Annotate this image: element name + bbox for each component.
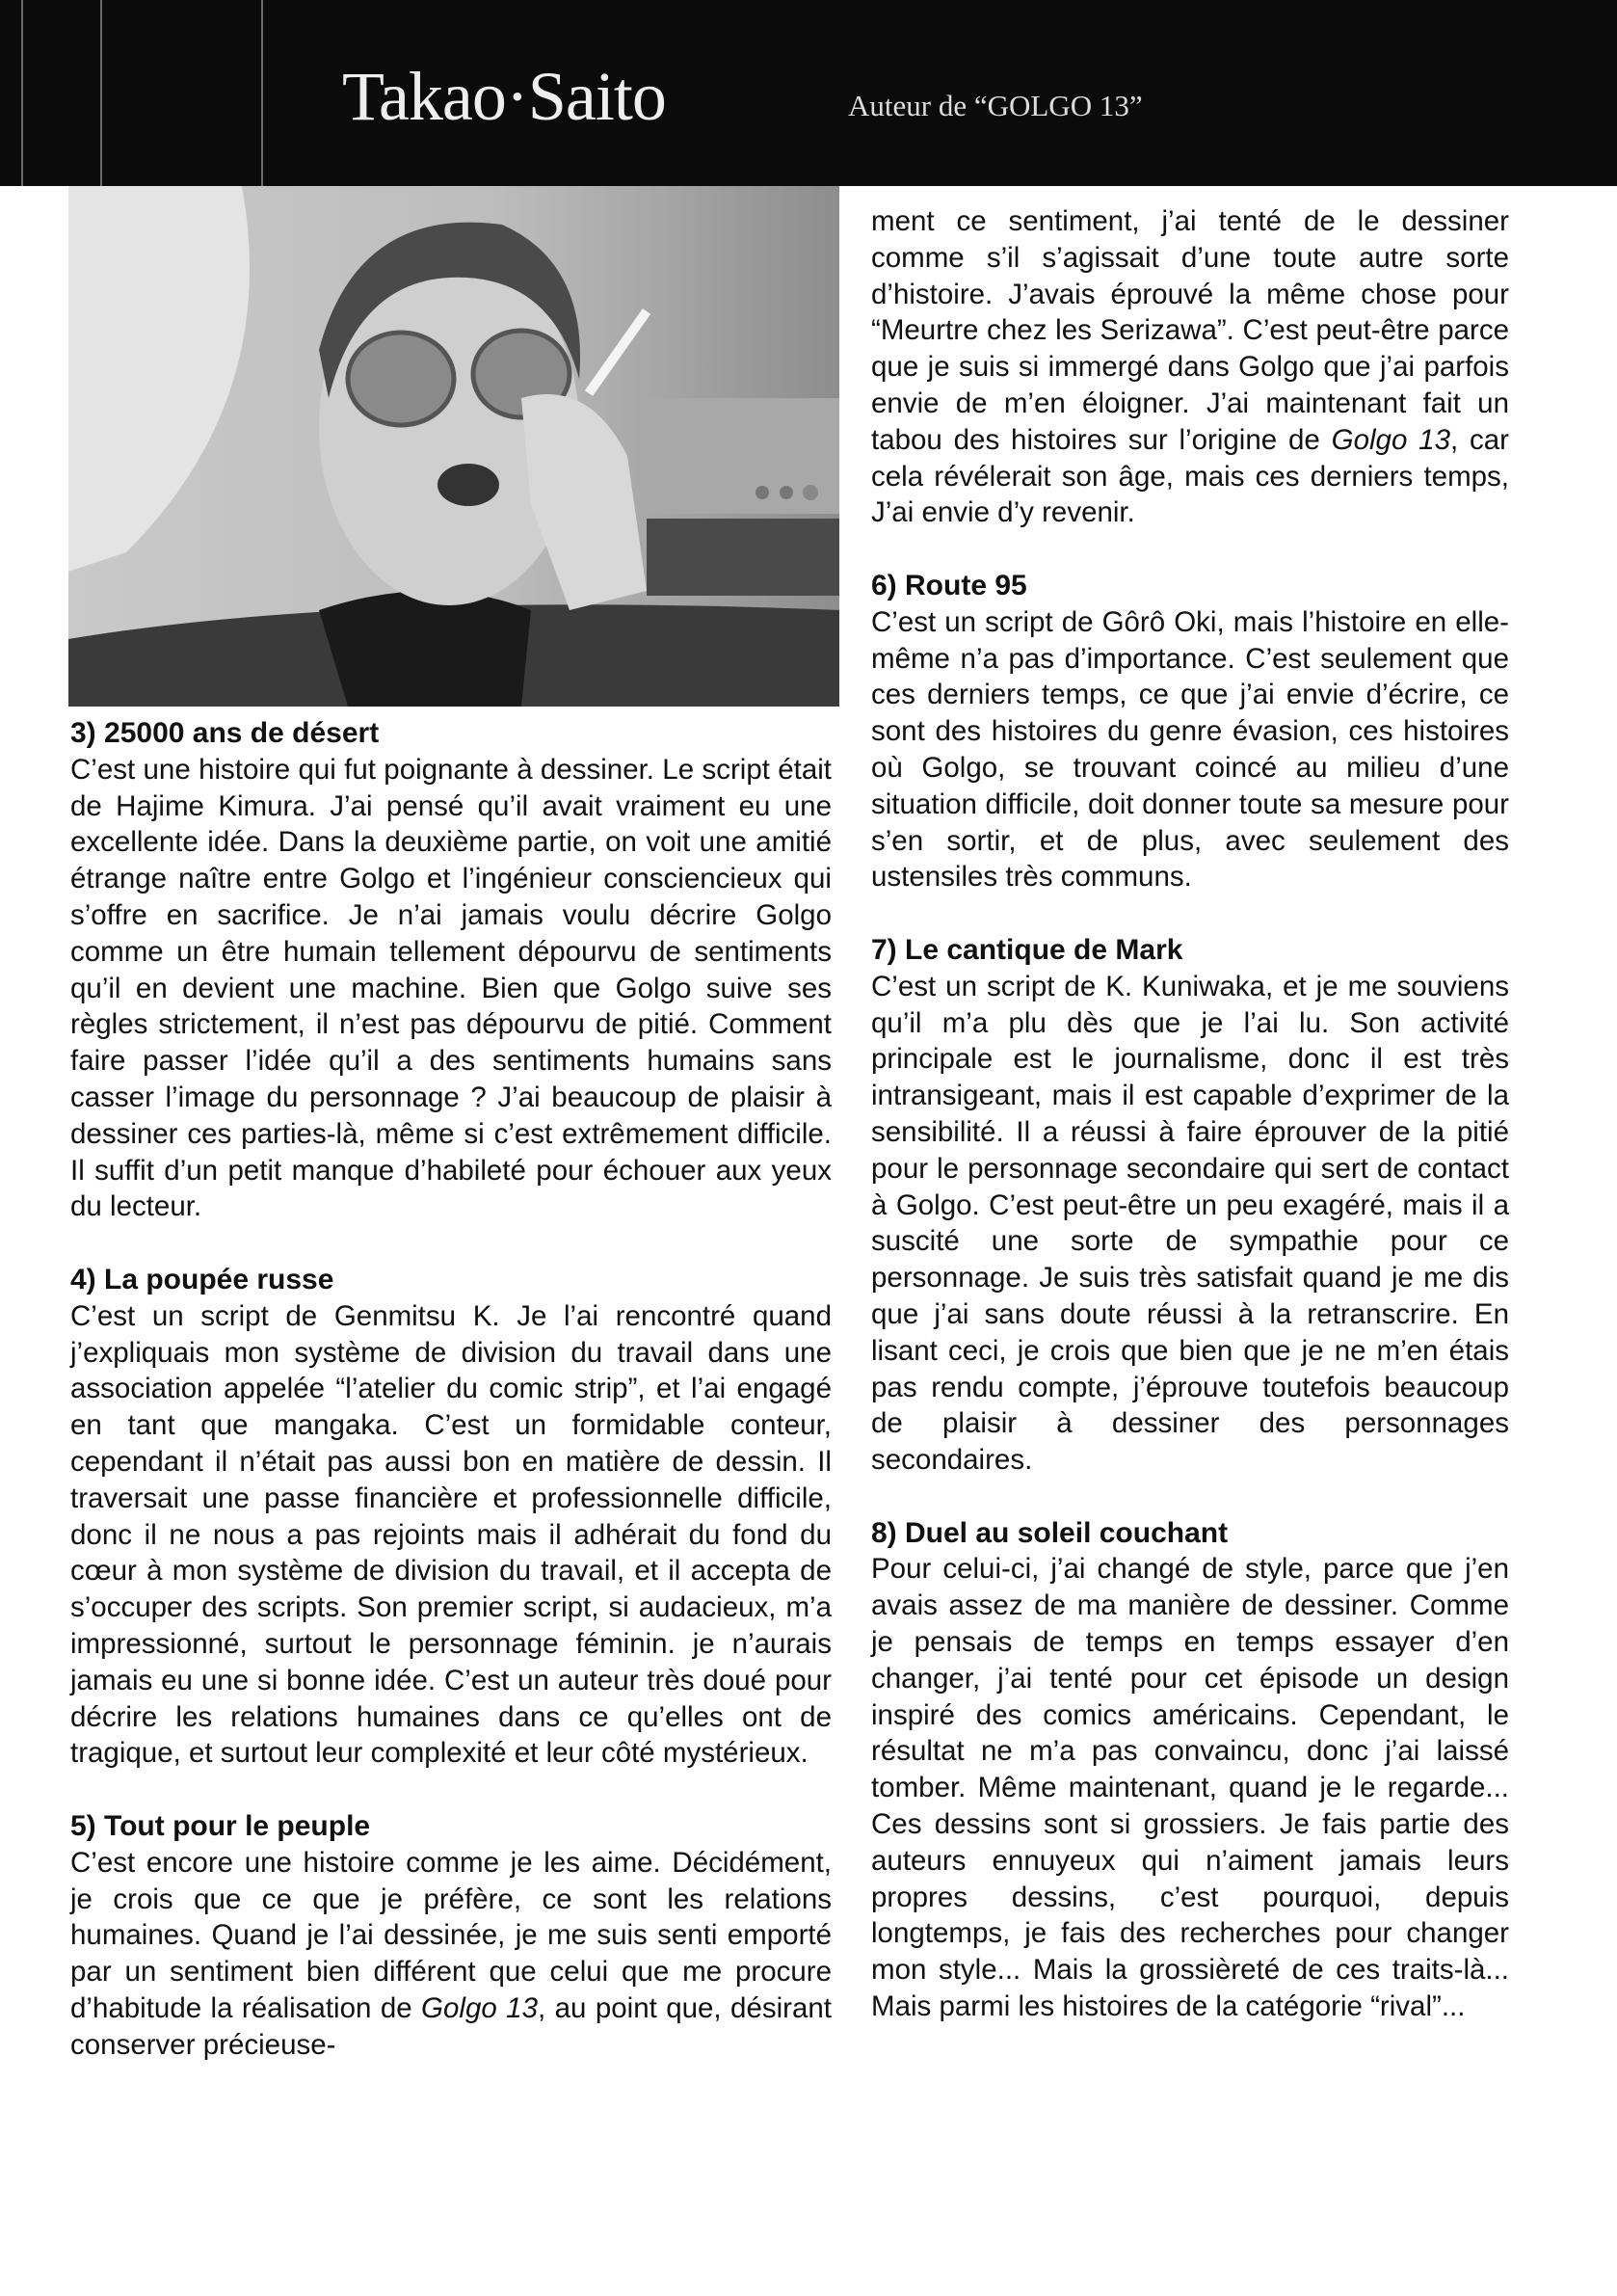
header-divider	[100, 0, 102, 186]
right-column	[871, 203, 1509, 2025]
page-subtitle: Auteur de “GOLGO 13”	[848, 89, 1143, 122]
section-heading: 8) Duel au soleil couchant	[871, 1516, 1229, 1549]
portrait-image	[68, 186, 839, 707]
section-heading: 6) Route 95	[871, 569, 1027, 601]
section-body: C’est encore une histoire comme je les aime. Décidément, je crois que ce que je préfère, ce sont les relations humaines. Quand je l’ai dessinée, je me suis senti emporté par un sentiment bien différent que celui que me procure d’habitude la réalisation de Golgo 13, au point que, désirant conserver précieuse-	[70, 1846, 832, 2061]
section-body: C’est un script de Genmitsu K. Je l’ai rencontré quand j’expliquais mon système de division du travail dans une association appelée “l’atelier du comic strip”, et l’ai engagé en tant que mangaka. C’est un formidable conteur, cependant il n’était pas aussi bon en matière de dessin. Il traversait une passe financière et professionnelle difficile, donc il ne nous a pas rejoints mais il adhérait du fond du cœur à mon système de division du travail, et il accepta de s’occuper des scripts. Son premier script, si audacieux, m’a impressionné, surtout le personnage féminin. je n’aurais jamais eu une si bonne idée. C’est un auteur très doué pour décrire les relations humaines dans ce qu’elles ont de tragique, et surtout leur complexité et leur côté mystérieux.	[70, 1299, 832, 1770]
section-body: Pour celui-ci, j’ai changé de style, parce que j’en avais assez de ma manière de dessiner. Comme je pensais de temps en temps essayer d’en changer, j’ai tenté pour cet épisode un design inspiré des comics américains. Cependant, le résultat ne m’a pas convaincu, donc j’ai laissé tomber. Même maintenant, quand je le regarde... Ces dessins sont si grossiers. Je fais partie des auteurs ennuyeux qui n’aiment jamais leurs propres dessins, c’est pourquoi, depuis longtemps, je fais des recherches pour changer mon style... Mais la grossièreté de ces traits-là... Mais parmi les histoires de la catégorie “rival”...	[871, 1553, 1509, 2023]
left-column	[70, 715, 832, 2063]
section-heading: 5) Tout pour le peuple	[70, 1809, 371, 1842]
section-heading: 7) Le cantique de Mark	[871, 933, 1183, 966]
section-heading: 3) 25000 ans de désert	[70, 717, 380, 749]
italic-title: Golgo 13	[1331, 423, 1450, 456]
author-photo	[68, 186, 839, 707]
section-heading: 4) La poupée russe	[70, 1263, 334, 1295]
section-body-continued: ment ce sentiment, j’ai tenté de le dessiner comme s’il s’agissait d’une toute autre sorte d’histoire. J’avais éprouvé la même chose pour “Meurtre chez les Serizawa”. C’est peut-être parce que je suis si immergé dans Golgo que j’ai parfois envie de m’en éloigner. J’ai maintenant fait un tabou des histoires sur l’origine de Golgo 13, car cela révélerait son âge, mais ces derniers temps, J’ai envie d’y revenir.	[871, 205, 1509, 529]
page-header	[0, 0, 1617, 186]
header-divider	[21, 0, 23, 186]
page-title: Takao·Saito	[342, 58, 666, 135]
header-divider	[261, 0, 263, 186]
section-body: C’est un script de K. Kuniwaka, et je me souviens qu’il m’a plu dès que je l’ai lu. Son activité principale est le journalisme, donc il est très intransigeant, mais il est capable d’exprimer de la sensibilité. Il a réussi à faire éprouver de la pitié pour le personnage secondaire qui sert de contact à Golgo. C’est peut-être un peu exagéré, mais il a suscité une sorte de sympathie pour ce personnage. Je suis très satisfait quand je me dis que j’ai sans doute réussi à la retranscrire. En lisant ceci, je crois que bien que je ne m’en étais pas rendu compte, j’éprouve toutefois beaucoup de plaisir à dessiner des personnages secondaires.	[871, 970, 1509, 1477]
section-body: C’est une histoire qui fut poignante à dessiner. Le script était de Hajime Kimura. J’ai pensé qu’il avait vraiment eu une excellente idée. Dans la deuxième partie, on voit une amitié étrange naître entre Golgo et l’ingénieur consciencieux qui s’offre en sacrifice. Je n’ai jamais voulu décrire Golgo comme un être humain tellement dépourvu de sentiments qu’il en devient une machine. Bien que Golgo suive ses règles strictement, il n’est pas dépourvu de pitié. Comment faire passer l’idée qu’il a des sentiments humains sans casser l’image du personnage ? J’ai beaucoup de plaisir à dessiner ces parties-là, même si c’est extrêmement difficile. Il suffit d’un petit manque d’habileté pour échouer aux yeux du lecteur.	[70, 753, 832, 1223]
section-body: C’est un script de Gôrô Oki, mais l’histoire en elle-même n’a pas d’importance. C’est seulement que ces derniers temps, ce que j’ai envie d’écrire, ce sont des histoires du genre évasion, ces histoires où Golgo, se trouvant coincé au milieu d’une situation difficile, doit donner toute sa mesure pour s’en sortir, et de plus, avec seulement des ustensiles très communs.	[871, 605, 1509, 894]
italic-title: Golgo 13	[421, 1991, 538, 2024]
